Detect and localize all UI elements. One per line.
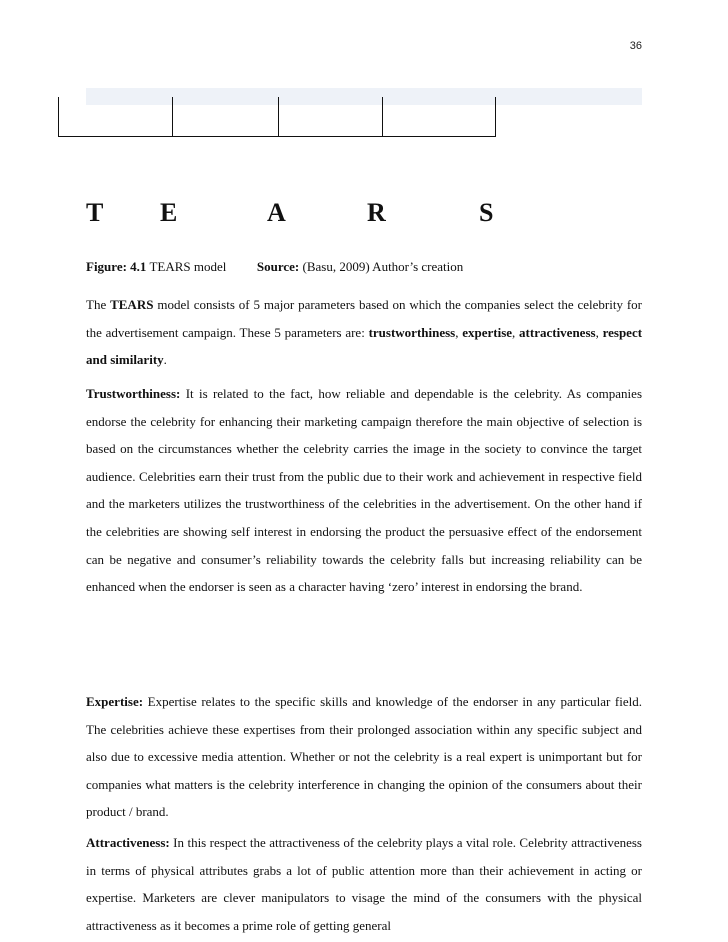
diagram-baseline [58, 136, 496, 137]
diagram-divider [278, 97, 279, 137]
letter-s: S [479, 198, 494, 227]
expertise-paragraph [86, 688, 642, 826]
source-text: (Basu, 2009) Author’s creation [302, 259, 464, 274]
intro-text: , [512, 324, 520, 340]
intro-paragraph [86, 291, 642, 374]
tears-term: TEARS [110, 297, 154, 312]
intro-text: model consists of 5 major parameters based on which the companies select the celebrity for the advertisement campaign. These 5 parameters are: [86, 297, 642, 340]
figure-caption [86, 259, 463, 275]
trustworthiness-heading: Trustworthiness: [86, 386, 181, 401]
attractiveness-heading: Attractiveness: [86, 835, 170, 850]
trustworthiness-paragraph [86, 380, 642, 601]
attractiveness-paragraph [86, 829, 642, 939]
letter-a: A [267, 198, 287, 227]
parameter-expertise: expertise [462, 324, 513, 340]
parameter-trustworthiness: trustworthiness [368, 324, 456, 340]
figure-title: TEARS model [149, 259, 227, 274]
letter-e: E [160, 198, 178, 227]
attractiveness-body: In this respect the attractiveness of the celebrity plays a vital role. Celebrity attractiveness in terms of physical attributes grabs a lot of public attention more than their achievement in acting or expertise. Marketers are clever manipulators to visage the mind of the consumers with the physical attractiveness as it becomes a prime role of getting general [86, 835, 642, 933]
letter-t: T [86, 198, 104, 227]
trustworthiness-body: It is related to the fact, how reliable and dependable is the celebrity. As companies endorse the celebrity for enhancing their marketing campaign therefore the main objective of selection is based on the circumstances whether the celebrity carries the image in the society to convince the target audience. Celebrities earn their trust from the public due to their work and achievement in respective field and the marketers utilizes the trustworthiness of the celebrities in the advertisement. On the other hand if the celebrities are showing self interest in endorsing the product the persuasive effect of the endorsement can be negative and consumer’s reliability towards the celebrity falls but increasing reliability can be enhanced when the endorser is seen as a character having ‘zero’ interest in endorsing the brand. [86, 386, 642, 595]
expertise-body: Expertise relates to the specific skills and knowledge of the endorser in any particular field. The celebrities achieve these expertises from their prolonged association within any specific subject and also due to excessive media attention. Whether or not the celebrity is a real expert is unimportant but for companies what matters is the celebrity interference in changing the opinion of the consumers about their product / brand. [86, 694, 642, 820]
intro-text: . [163, 352, 167, 368]
letter-r: R [367, 198, 387, 227]
diagram-divider [382, 97, 383, 137]
intro-text: The [86, 297, 111, 312]
source-label: Source: [256, 259, 300, 274]
figure-label: Figure: 4.1 [86, 259, 147, 274]
intro-text: , [455, 324, 463, 340]
tears-diagram-frame [58, 97, 498, 137]
parameter-respect-similarity: respect and similarity [86, 324, 643, 368]
parameter-attractiveness: attractiveness [519, 324, 596, 340]
expertise-heading: Expertise: [86, 694, 144, 709]
diagram-divider [495, 97, 496, 137]
diagram-divider [58, 97, 59, 137]
diagram-divider [172, 97, 173, 137]
intro-text: , [595, 324, 603, 340]
page-number: 36 [629, 40, 642, 52]
tears-letters [0, 198, 728, 232]
